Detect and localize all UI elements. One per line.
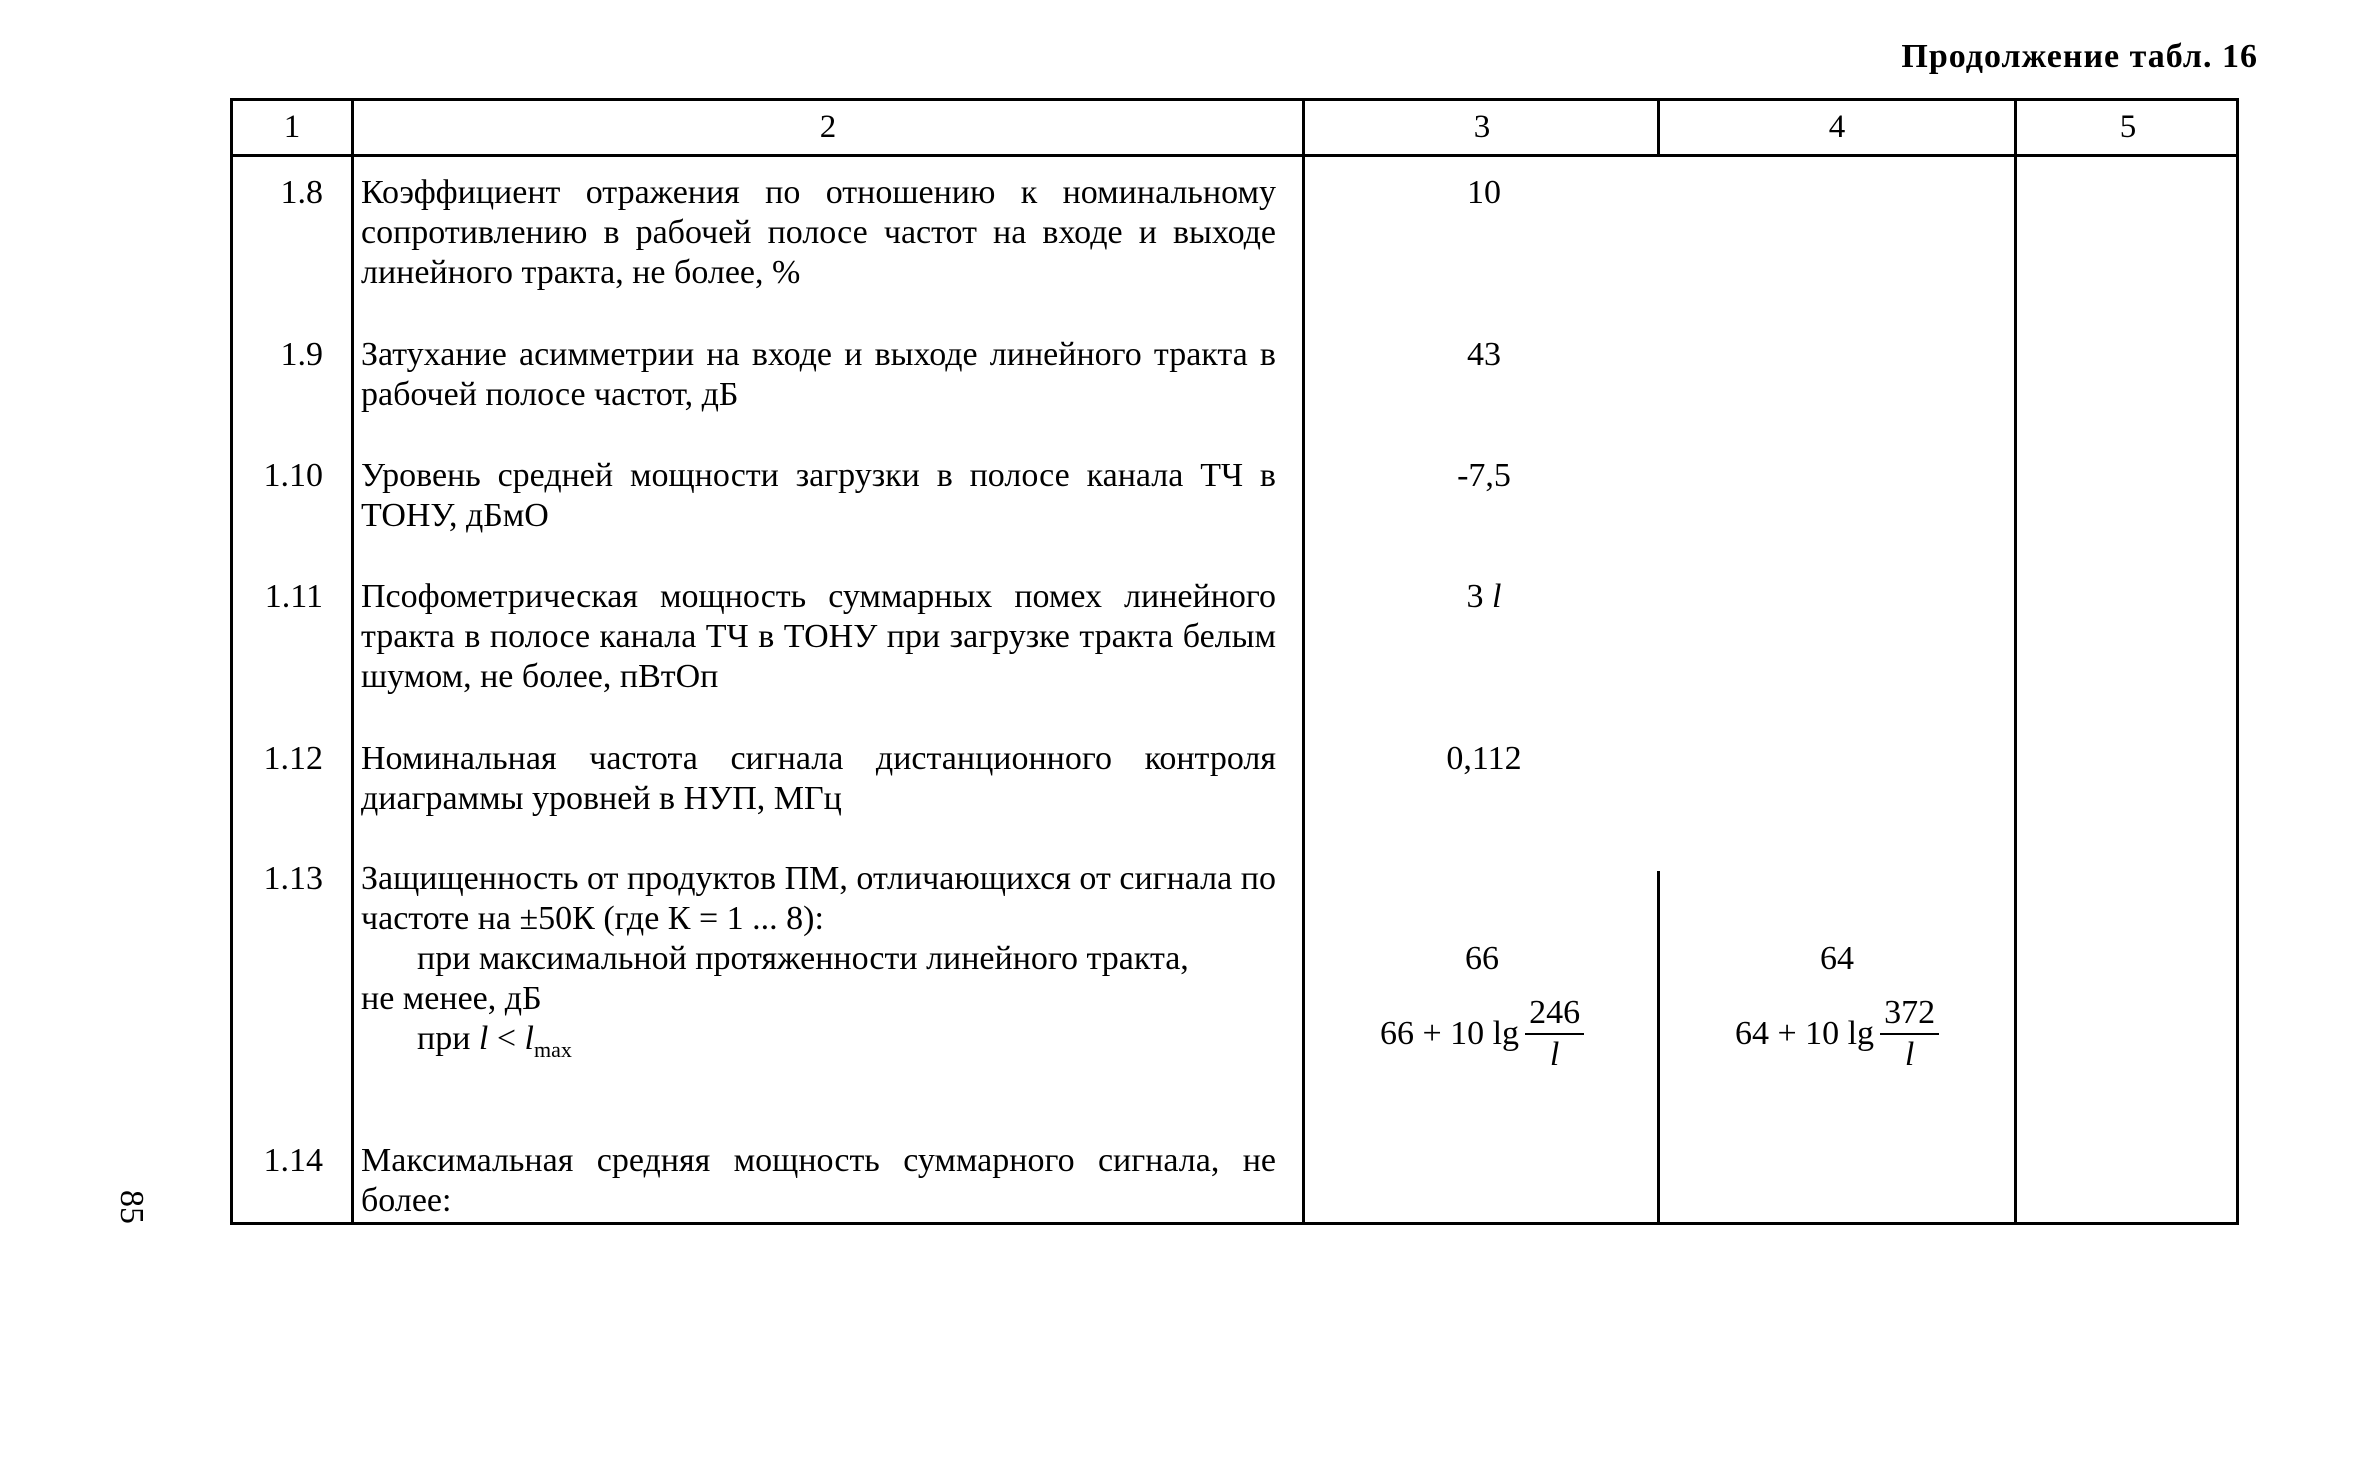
- row-description-main: Защищенность от продуктов ПМ, отличающихся от сигнала по частоте на ±50К (где К = 1 ... 8):: [361, 860, 1276, 937]
- col-divider-3-header: [1657, 101, 1660, 157]
- row-description: [361, 859, 1276, 1070]
- row-value: -7,5: [1457, 457, 1511, 494]
- row-description: Затухание асимметрии на входе и выходе линейного тракта в рабочей полосе частот, дБ: [361, 336, 1276, 413]
- value-number: 3: [1466, 578, 1484, 615]
- row-description: Коэффициент отражения по отношению к номинальному сопротивлению в рабочей полосе частот на входе и выходе линейного тракта, не более, %: [361, 174, 1276, 291]
- sub-item-max-length: при максимальной протяженности линейного тракта,: [417, 940, 1189, 977]
- col-divider-4: [2014, 101, 2017, 1225]
- row-number: 1.11: [264, 578, 323, 615]
- fraction: $\frac{372}{l}$: [1880, 993, 1939, 1075]
- row-number: 1.9: [280, 336, 323, 373]
- sub-item-max-length-cont: не менее, дБ: [361, 980, 542, 1017]
- row-description: Максимальная средняя мощность суммарного сигнала, не более:: [361, 1142, 1276, 1219]
- col-header-5: 5: [2119, 109, 2137, 145]
- col-header-1: 1: [283, 109, 301, 145]
- fraction: $\frac{246}{l}$: [1525, 993, 1584, 1075]
- col-header-3: 3: [1473, 109, 1491, 145]
- sub-item-less-than-max: при $l < l_{max}$: [417, 1020, 572, 1062]
- row-value: [1305, 577, 1663, 617]
- data-table: [230, 98, 2239, 1225]
- row-description: Номинальная частота сигнала дистанционного контроля диаграммы уровней в НУП, МГц: [361, 740, 1276, 817]
- row-number: 1.13: [263, 860, 323, 897]
- row-description: Псофометрическая мощность суммарных помех линейного тракта в полосе канала ТЧ в ТОНУ при загрузке тракта белым шумом, не более, пВтОп: [361, 578, 1276, 695]
- col-header-4: 4: [1828, 109, 1846, 145]
- value-variable: l: [1492, 578, 1502, 615]
- col4-value: 64: [1820, 940, 1854, 977]
- row-number: 1.14: [263, 1142, 323, 1179]
- row-value: 43: [1467, 336, 1501, 373]
- page-number: 85: [113, 1190, 150, 1224]
- row-value: 0,112: [1446, 740, 1522, 777]
- row-description: Уровень средней мощности загрузки в полосе канала ТЧ в ТОНУ, дБмО: [361, 457, 1276, 534]
- row-number: 1.12: [263, 740, 323, 777]
- col4-formula: 64 + 10 lg $\frac{372}{l}$: [1660, 989, 2014, 1079]
- col3-value: 66: [1465, 940, 1499, 977]
- col3-formula: 66 + 10 lg $\frac{246}{l}$: [1305, 989, 1659, 1079]
- col-divider-1: [351, 101, 354, 1225]
- row-number: 1.10: [263, 457, 323, 494]
- row-number: 1.8: [280, 174, 323, 211]
- table-header: [233, 101, 2236, 157]
- col-header-2: 2: [819, 109, 837, 145]
- continuation-title: Продолжение табл. 16: [1901, 38, 2258, 75]
- row-value: 10: [1467, 174, 1501, 211]
